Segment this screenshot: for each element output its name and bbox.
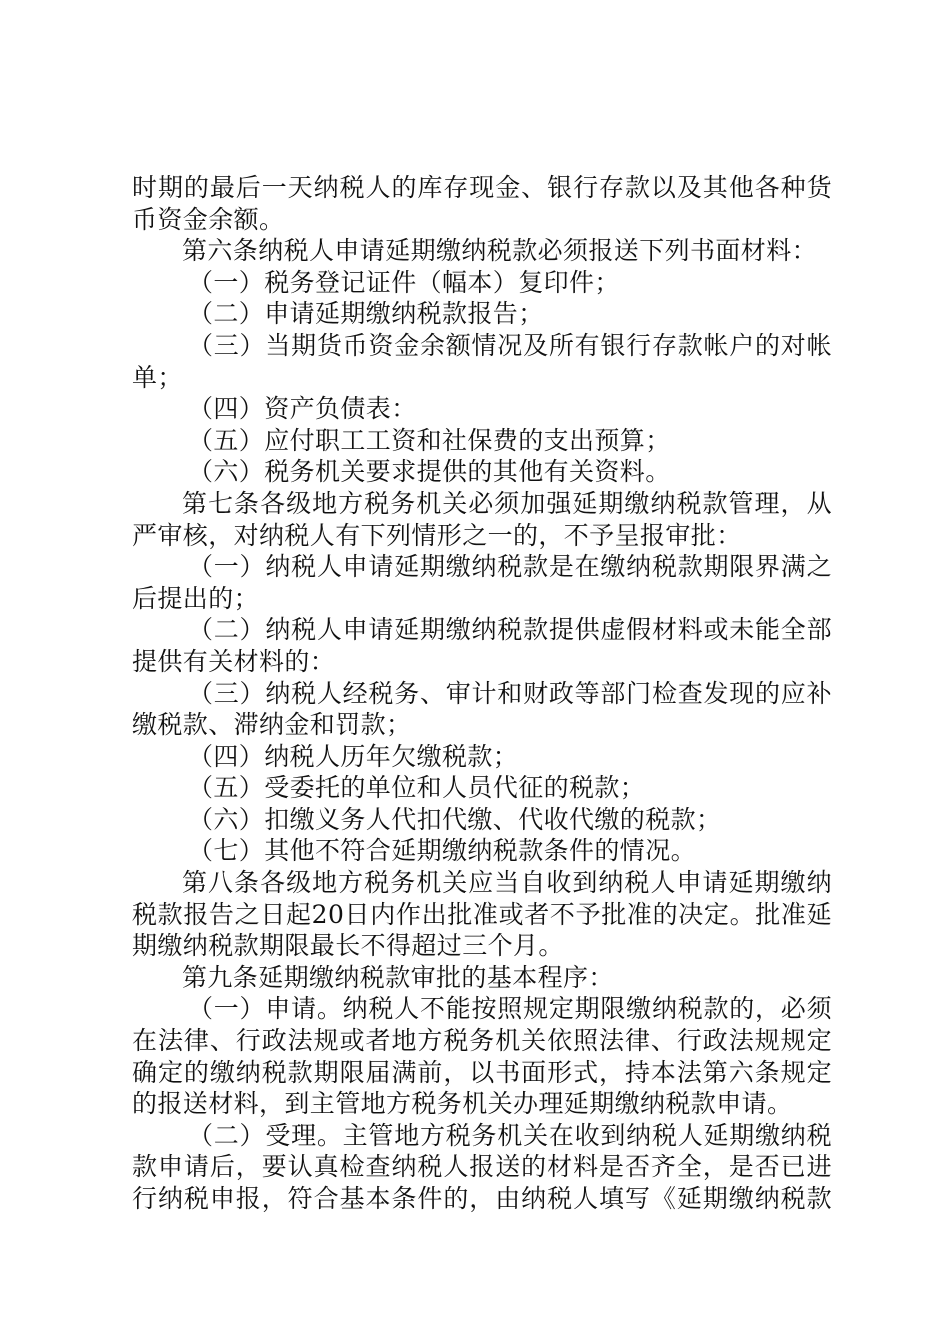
text-line: 行纳税申报，符合基本条件的，由纳税人填写《延期缴纳税款 <box>132 1184 832 1213</box>
text-line: （六）扣缴义务人代扣代缴、代收代缴的税款； <box>188 804 722 834</box>
text-line: 第六条纳税人申请延期缴纳税款必须报送下列书面材料： <box>182 236 818 266</box>
text-line: （三）当期货币资金余额情况及所有银行存款帐户的对帐 <box>188 330 832 360</box>
text-line: （五）受委托的单位和人员代征的税款； <box>188 773 646 803</box>
text-line: 后提出的； <box>132 583 260 613</box>
document-body <box>132 172 832 1215</box>
text-line: 确定的缴纳税款期限届满前，以书面形式，持本法第六条规定 <box>132 1057 832 1087</box>
text-line: 的报送材料，到主管地方税务机关办理延期缴纳税款申请。 <box>132 1089 793 1119</box>
text-line: 税款报告之日起20日内作出批准或者不予批准的决定。批准延 <box>132 899 832 929</box>
text-line: 第九条延期缴纳税款审批的基本程序： <box>182 962 614 992</box>
text-line: 币资金余额。 <box>132 204 285 234</box>
text-line: （二）纳税人申请延期缴纳税款提供虚假材料或未能全部 <box>188 615 832 645</box>
text-line: （四）资产负债表： <box>188 394 417 424</box>
text-line: （一）申请。纳税人不能按照规定期限缴纳税款的，必须 <box>188 994 832 1024</box>
text-line: （二）申请延期缴纳税款报告； <box>188 299 544 329</box>
text-line: 单； <box>132 362 183 392</box>
text-line: （七）其他不符合延期缴纳税款条件的情况。 <box>188 836 697 866</box>
text-line: 第八条各级地方税务机关应当自收到纳税人申请延期缴纳 <box>182 868 832 898</box>
text-line: 严审核，对纳税人有下列情形之一的，不予呈报审批： <box>132 520 742 550</box>
text-line: （五）应付职工工资和社保费的支出预算； <box>188 425 671 455</box>
text-line: 时期的最后一天纳税人的库存现金、银行存款以及其他各种货 <box>132 173 832 202</box>
text-line: 第七条各级地方税务机关必须加强延期缴纳税款管理，从 <box>182 488 832 518</box>
text-line: （一）纳税人申请延期缴纳税款是在缴纳税款期限界满之 <box>188 552 832 582</box>
text-line: （三）纳税人经税务、审计和财政等部门检查发现的应补 <box>188 678 832 708</box>
text-line: 在法律、行政法规或者地方税务机关依照法律、行政法规规定 <box>132 1026 832 1056</box>
text-line: 缴税款、滞纳金和罚款； <box>132 710 412 740</box>
text-line: （六）税务机关要求提供的其他有关资料。 <box>188 457 671 487</box>
text-line: 提供有关材料的： <box>132 646 336 676</box>
text-line: 款申请后，要认真检查纳税人报送的材料是否齐全，是否已进 <box>132 1152 832 1182</box>
text-line: （四）纳税人历年欠缴税款； <box>188 741 519 771</box>
text-line: 期缴纳税款期限最长不得超过三个月。 <box>132 931 564 961</box>
text-line: （二）受理。主管地方税务机关在收到纳税人延期缴纳税 <box>188 1120 832 1150</box>
text-line: （一）税务登记证件（幅本）复印件； <box>188 267 620 297</box>
